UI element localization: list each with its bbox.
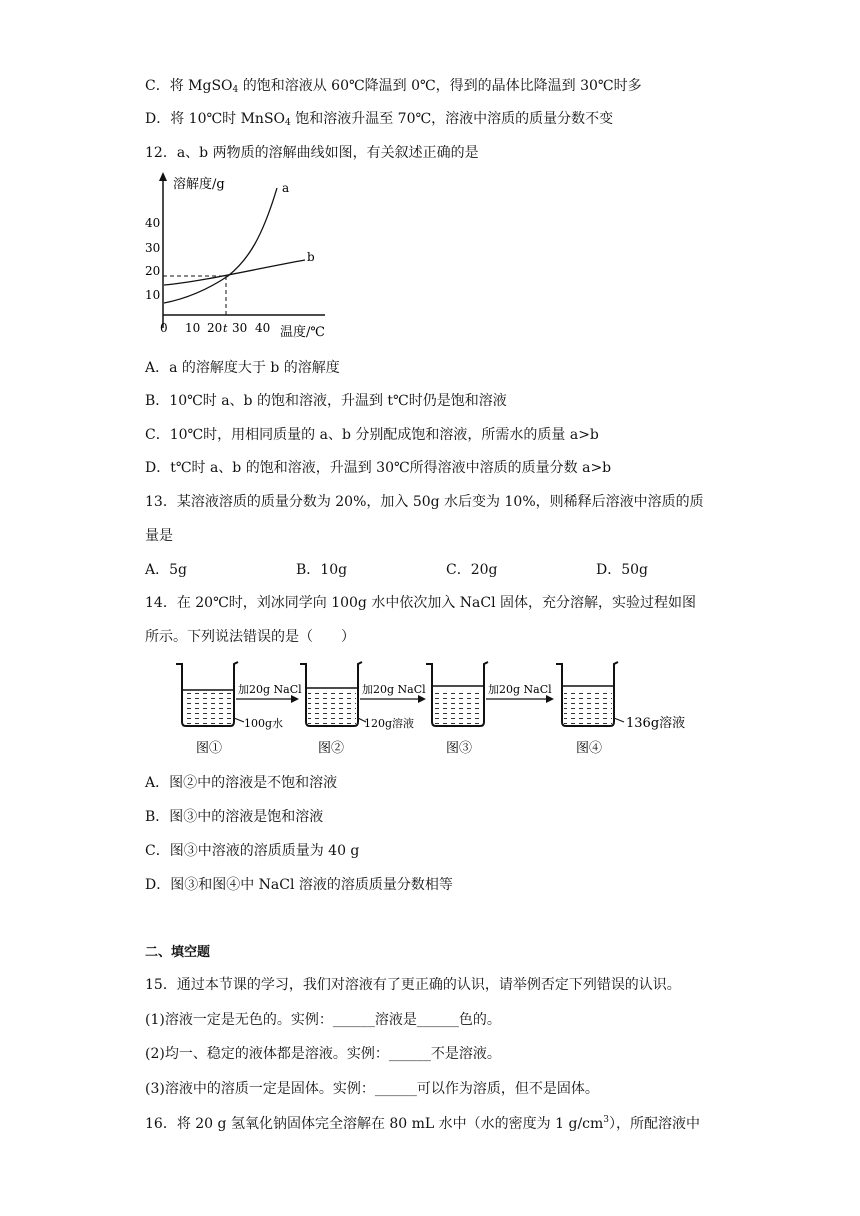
q14-beaker-4 [556, 662, 618, 726]
q13-stem-line-2: 量是 [145, 528, 173, 544]
q12-y-axis-label: 溶解度/g [173, 177, 225, 192]
q13-option-a: A．5g [145, 562, 187, 578]
q12-curve-b [164, 260, 305, 285]
q14-option-a: A．图②中的溶液是不饱和溶液 [145, 775, 338, 791]
q12-curve-a-label: a [282, 181, 290, 195]
q12-x-tick-10: 10 [185, 321, 201, 335]
q12-x-tick-40: 40 [255, 321, 271, 335]
q15-stem: 15．通过本节课的学习，我们对溶液有了更正确的认识，请举例否定下列错误的认识。 [145, 977, 681, 993]
q11-option-c-text-1: C．将 MgSO [145, 78, 233, 94]
q14-option-d: D．图③和图④中 NaCl 溶液的溶质质量分数相等 [145, 877, 453, 893]
q12-stem: 12．a、b 两物质的溶解曲线如图，有关叙述正确的是 [145, 145, 479, 161]
q11-option-d-subscript: 4 [285, 118, 291, 128]
q14-option-b: B．图③中的溶液是饱和溶液 [145, 809, 324, 825]
q15-item-2: (2)均一、稳定的液体都是溶液。实例：______不是溶液。 [145, 1046, 501, 1062]
q14-arrow-1-head [291, 695, 299, 703]
q12-x-tick-30: 30 [232, 321, 248, 335]
q15-item-1: (1)溶液一定是无色的。实例：______溶液是______色的。 [145, 1012, 501, 1028]
q11-option-d-text-2: 饱和溶液升温至 70℃，溶液中溶质的质量分数不变 [290, 111, 614, 127]
q16-stem [145, 1113, 700, 1133]
q14-arrow-2-label: 加20g NaCl [362, 683, 426, 696]
q14-beaker-1-label: 100g水 [244, 717, 284, 730]
q12-option-b: B．10℃时 a、b 的饱和溶液，升温到 t℃时仍是饱和溶液 [145, 393, 507, 409]
q12-curve-a [164, 188, 277, 303]
q14-caption-1: 图① [196, 741, 223, 756]
q14-beaker-4-label: 136g溶液 [626, 716, 686, 731]
q14-option-c: C．图③中溶液的溶质质量为 40 g [145, 843, 360, 859]
q14-arrow-3-label: 加20g NaCl [488, 683, 552, 696]
q12-option-c: C．10℃时，用相同质量的 a、b 分别配成饱和溶液，所需水的质量 a>b [145, 427, 599, 443]
q11-option-d [145, 108, 613, 128]
q12-x-tick-t: t [223, 322, 228, 335]
q14-stem-line-2: 所示。下列说法错误的是（ ） [145, 629, 355, 645]
q14-beaker-1-pointer [234, 718, 244, 722]
q12-x-tick-0: 0 [160, 321, 168, 335]
q12-x-tick-20: 20 [207, 321, 223, 335]
section-title-fill-in: 二、填空题 [145, 945, 211, 960]
q14-beaker-4-pointer [614, 718, 624, 722]
q14-beaker-3 [426, 662, 488, 726]
q14-arrow-2-head [418, 695, 426, 703]
q14-caption-4: 图④ [576, 741, 603, 756]
q13-options [145, 559, 648, 579]
q14-beaker-2 [300, 662, 362, 726]
q12-option-d: D．t℃时 a、b 的饱和溶液，升温到 30℃所得溶液中溶质的质量分数 a>b [145, 460, 612, 476]
q14-beaker-figure [170, 656, 710, 760]
q14-stem-line-1: 14．在 20℃时，刘冰同学向 100g 水中依次加入 NaCl 固体，充分溶解，实验过程如图 [145, 595, 697, 611]
q14-arrow-1-label: 加20g NaCl [238, 683, 302, 696]
q16-stem-text-2: ），所配溶液中 [609, 1116, 701, 1132]
q13-option-c: C．20g [446, 562, 498, 578]
q14-beaker-1 [176, 662, 238, 726]
q14-caption-2: 图② [318, 741, 345, 756]
q11-option-c-subscript: 4 [232, 85, 239, 95]
q12-y-axis-arrow [159, 172, 167, 181]
q12-y-tick-40: 40 [145, 216, 161, 230]
q12-option-a: A．a 的溶解度大于 b 的溶解度 [145, 360, 340, 376]
q11-option-c [145, 75, 642, 95]
q12-x-axis-label: 温度/℃ [280, 325, 325, 340]
q12-solubility-figure [140, 168, 340, 343]
q11-option-d-text-1: D．将 10℃时 MnSO [145, 111, 286, 127]
q14-beaker-2-label: 120g溶液 [364, 717, 415, 730]
q12-y-tick-30: 30 [145, 241, 161, 255]
q13-stem-line-1: 13．某溶液溶质的质量分数为 20%，加入 50g 水后变为 10%，则稀释后溶液中溶质的质 [145, 494, 704, 510]
q12-y-tick-10: 10 [145, 288, 161, 302]
q16-stem-superscript: 3 [603, 1115, 610, 1125]
q14-arrow-3-head [546, 695, 554, 703]
q12-curve-b-label: b [307, 250, 315, 264]
q13-option-b: B．10g [296, 562, 348, 578]
q15-item-3: (3)溶液中的溶质一定是固体。实例：______可以作为溶质，但不是固体。 [145, 1081, 599, 1097]
q13-option-d: D．50g [596, 562, 649, 578]
q14-caption-3: 图③ [446, 741, 473, 756]
q12-y-tick-20: 20 [145, 264, 161, 278]
q16-stem-text-1: 16．将 20 g 氢氧化钠固体完全溶解在 80 mL 水中（水的密度为 1 g/cm [145, 1116, 604, 1132]
q11-option-c-text-2: 的饱和溶液从 60℃降温到 0℃，得到的晶体比降温到 30℃时多 [238, 78, 642, 94]
